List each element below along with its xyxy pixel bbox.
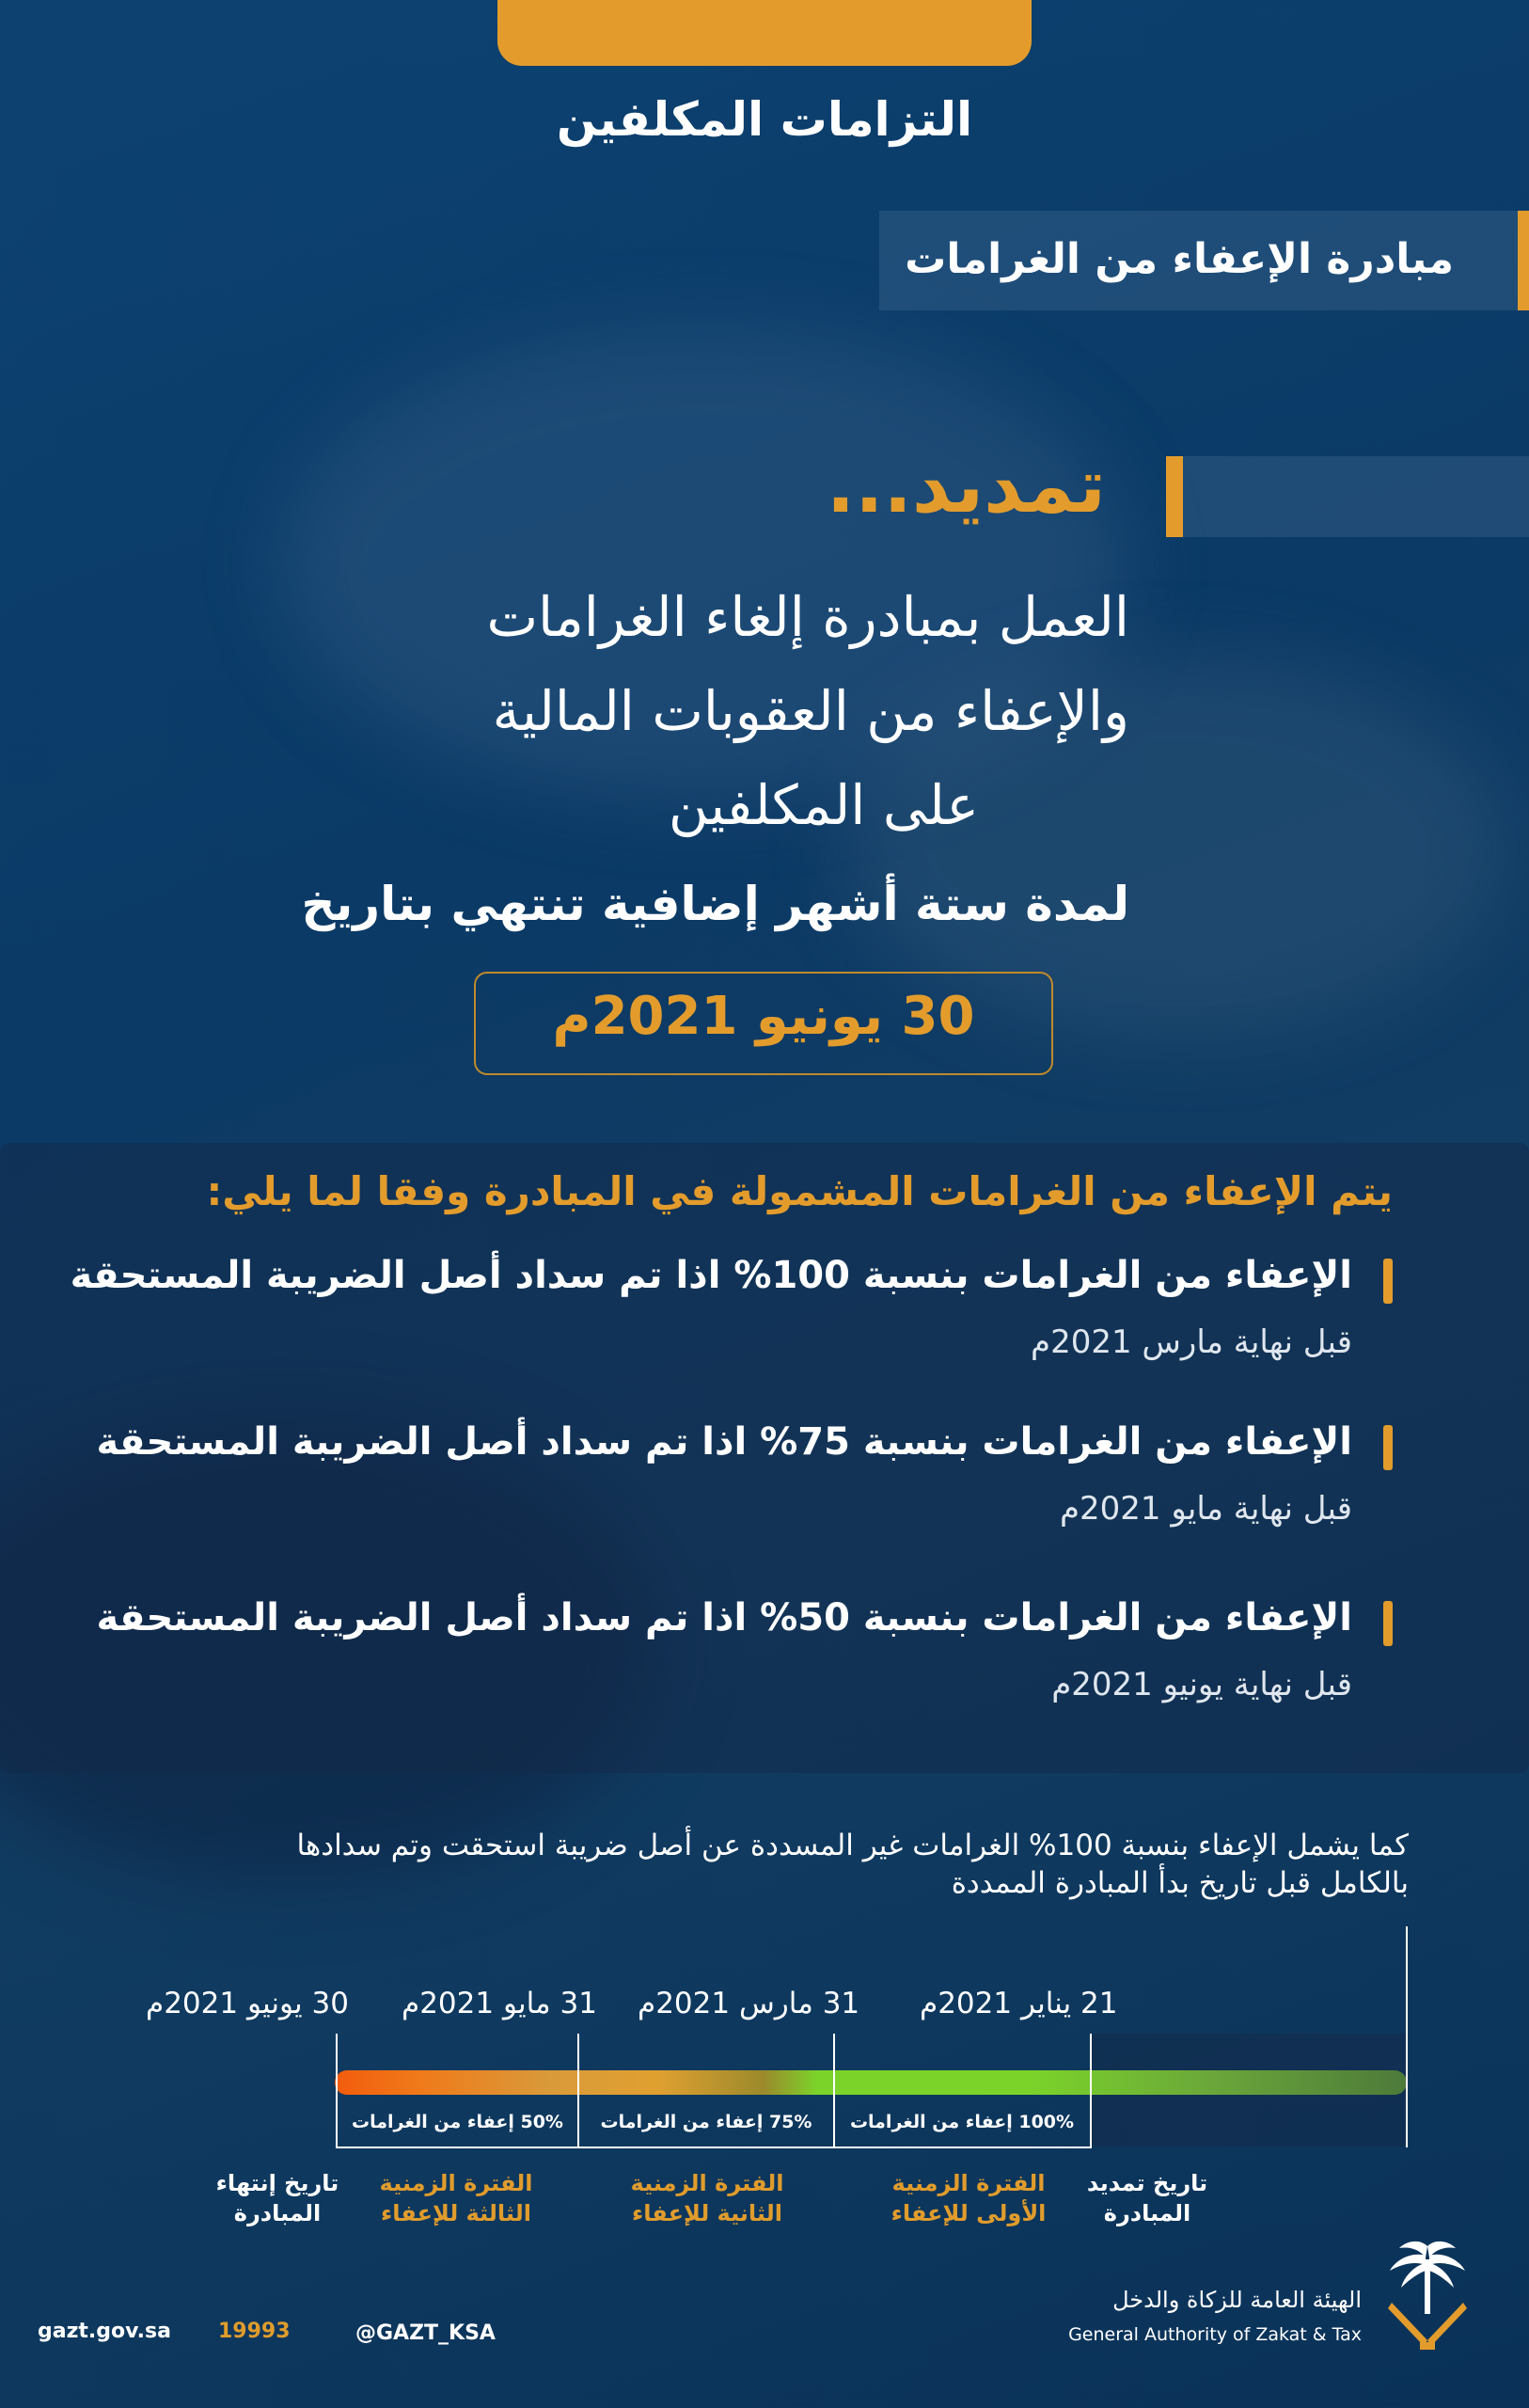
palm-swords-logo-icon	[1382, 2237, 1473, 2359]
label-line: الفترة الزمنية	[891, 2170, 1046, 2196]
phone-number: 19993	[218, 2320, 291, 2343]
label-line: الفترة الزمنية	[630, 2170, 784, 2196]
note-line-1: كما يشمل الإعفاء بنسبة 100% الغرامات غير المسددة عن أصل ضريبة استحقت وتم سدادها	[296, 1829, 1409, 1862]
end-date: 30 يونيو 2021م	[552, 986, 975, 1047]
subtitle: مبادرة الإعفاء من الغرامات	[905, 235, 1454, 283]
timeline-box-3: 50% إعفاء من الغرامات	[352, 2112, 563, 2132]
timeline-box-2: 75% إعفاء من الغرامات	[600, 2112, 812, 2132]
label-line: الثالثة للإعفاء	[381, 2200, 531, 2227]
top-accent-bar	[497, 0, 1032, 66]
exemption-item-3: الإعفاء من الغرامات بنسبة 50% اذا تم سداد أصل الضريبة المستحقة	[96, 1596, 1352, 1640]
note-line-2: بالكامل قبل تاريخ بدأ المبادرة الممددة	[951, 1866, 1409, 1900]
social-handle[interactable]: @GAZT_KSA	[355, 2321, 496, 2345]
exemption-item-1: الإعفاء من الغرامات بنسبة 100% اذا تم سداد أصل الضريبة المستحقة	[70, 1254, 1352, 1297]
timeline-label-end	[207, 2168, 348, 2229]
label-line: المبادرة	[1103, 2200, 1191, 2227]
label-line: الثانية للإعفاء	[632, 2200, 782, 2227]
exemption-deadline-1: قبل نهاية مارس 2021م	[1031, 1323, 1352, 1361]
website-link[interactable]: gazt.gov.sa	[38, 2320, 171, 2343]
timeline-label-start	[1081, 2168, 1213, 2229]
timeline-label-period-1	[875, 2168, 1063, 2229]
exemption-deadline-2: قبل نهاية مايو 2021م	[1059, 1490, 1352, 1528]
exemption-deadline-3: قبل نهاية يونيو 2021م	[1051, 1666, 1352, 1703]
timeline-tick	[1090, 2034, 1092, 2147]
period-text: لمدة ستة أشهر إضافية تنتهي بتاريخ	[301, 877, 1129, 931]
timeline-box-1: 100% إعفاء من الغرامات	[849, 2112, 1075, 2132]
extension-banner	[1166, 456, 1529, 537]
hero-line-1: العمل بمبادرة إلغاء الغرامات	[486, 585, 1129, 649]
timeline-label-period-2	[613, 2168, 801, 2229]
timeline-baseline	[336, 2147, 1092, 2148]
timeline-tick	[1406, 1926, 1408, 2147]
timeline-date-4: 30 يونيو 2021م	[146, 1987, 349, 2020]
subtitle-accent	[1518, 211, 1529, 310]
hero-line-2: والإعفاء من العقوبات المالية	[492, 679, 1129, 743]
extension-heading: تمديد...	[826, 442, 1106, 530]
timeline-bar	[335, 2070, 1407, 2095]
exemption-item-2: الإعفاء من الغرامات بنسبة 75% اذا تم سداد أصل الضريبة المستحقة	[96, 1420, 1352, 1464]
subtitle-banner	[879, 211, 1529, 310]
label-line: تاريخ تمديد	[1086, 2170, 1208, 2196]
timeline-date-1: 21 يناير 2021م	[920, 1987, 1118, 2020]
hero-line-3: على المكلفين	[668, 773, 979, 837]
label-line: الفترة الزمنية	[379, 2170, 533, 2196]
item-marker	[1383, 1425, 1393, 1470]
extension-accent	[1166, 456, 1183, 537]
timeline-date-3: 31 مايو 2021م	[402, 1987, 597, 2020]
item-marker	[1383, 1601, 1393, 1646]
org-name-ar: الهيئة العامة للزكاة والدخل	[1112, 2287, 1362, 2313]
item-marker	[1383, 1259, 1393, 1304]
page-title: التزامات المكلفين	[556, 92, 973, 147]
exemptions-heading: يتم الإعفاء من الغرامات المشمولة في المبادرة وفقا لما يلي:	[206, 1168, 1393, 1214]
timeline-date-2: 31 مارس 2021م	[638, 1987, 860, 2020]
label-line: تاريخ إنتهاء	[215, 2170, 339, 2196]
label-line: الأولى للإعفاء	[891, 2200, 1047, 2227]
label-line: المبادرة	[233, 2200, 322, 2227]
timeline-label-period-3	[362, 2168, 550, 2229]
org-name-en: General Authority of Zakat & Tax	[1068, 2324, 1362, 2345]
